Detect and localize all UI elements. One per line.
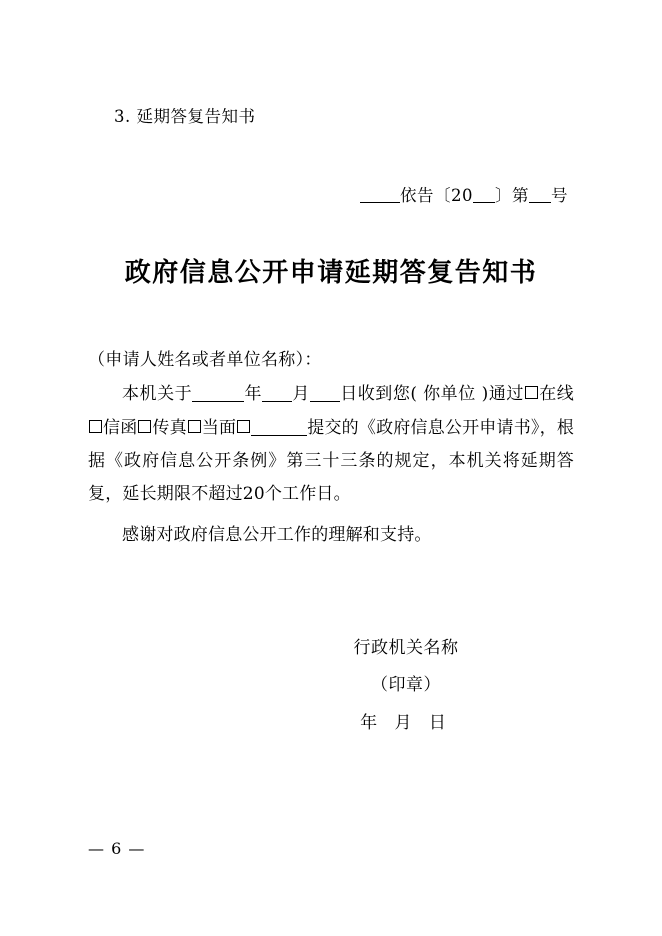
body-paragraph <box>88 378 574 511</box>
blank-day <box>310 401 340 402</box>
blank-year <box>192 401 244 402</box>
document-number-text-2: 〕第 <box>495 186 529 206</box>
item-heading: 3. 延期答复告知书 <box>114 107 256 126</box>
blank-month <box>262 401 292 402</box>
body-seg-4: 日收到您( 你单位 )通过 <box>339 384 524 405</box>
body-seg-7: 传真 <box>152 417 187 438</box>
checkbox-letter[interactable] <box>138 420 151 433</box>
checkbox-online[interactable] <box>525 386 538 399</box>
body-seg-8: 当面 <box>201 417 237 438</box>
addressee-line: （申请人姓名或者单位名称）： <box>88 350 322 371</box>
document-number-blank-prefix <box>360 202 400 203</box>
checkbox-fax[interactable] <box>188 420 201 433</box>
signature-seal: （印章） <box>371 675 441 696</box>
body-seg-2: 年 <box>244 384 263 405</box>
signature-block <box>88 630 574 742</box>
checkbox-online-2[interactable] <box>89 420 102 433</box>
body-seg-5: 在线 <box>538 384 574 405</box>
document-number-line <box>88 182 574 206</box>
document-number-text-3: 号 <box>551 186 568 206</box>
document-number-blank-year <box>473 202 495 203</box>
body-seg-6: 信函 <box>103 417 138 438</box>
body-seg-9: 提交的《政府信息公开申请书》，根据《政府信息公开条例》第三十三条的规定，本机关将延期答复，延长期限不超过20个工作日。 <box>88 417 575 504</box>
signature-organ: 行政机关名称 <box>353 638 459 659</box>
checkbox-inperson[interactable] <box>237 420 250 433</box>
body-seg-3: 月 <box>292 384 310 405</box>
body-seg-1: 本机关于 <box>122 384 193 405</box>
document-number-text-1: 依告〔20 <box>400 186 473 206</box>
thanks-paragraph: 感谢对政府信息公开工作的理解和支持。 <box>122 524 432 545</box>
blank-other-channel <box>251 435 307 436</box>
signature-date: 年 月 日 <box>360 712 452 733</box>
document-number-blank-serial <box>529 202 551 203</box>
page-title: 政府信息公开申请延期答复告知书 <box>124 258 538 289</box>
page-number: — 6 — <box>88 839 146 858</box>
